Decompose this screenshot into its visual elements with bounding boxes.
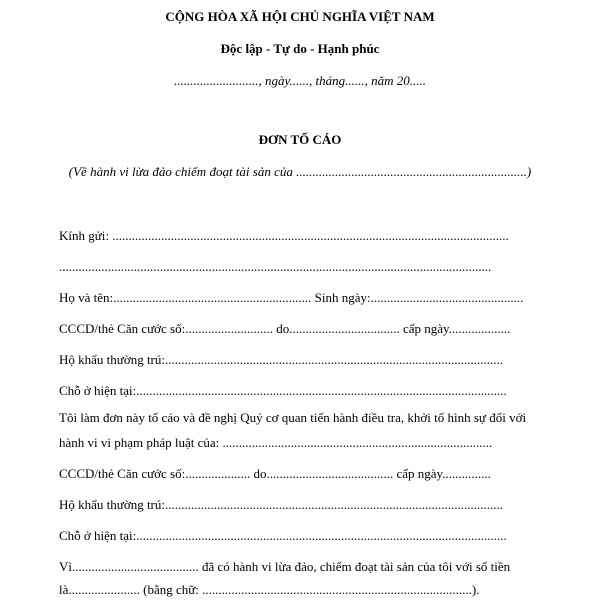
- accused-permanent-residence-field: Hộ khẩu thường trú:........................................................................................................: [59, 497, 503, 512]
- document-title: ĐƠN TỐ CÁO: [258, 132, 342, 147]
- current-residence-field: Chỗ ở hiện tại:..................................................................................................................: [59, 383, 507, 398]
- date-line: .........................., ngày......, tháng......, năm 20.....: [173, 73, 427, 88]
- motto: Độc lập - Tự do - Hạnh phúc: [220, 41, 380, 56]
- permanent-residence-field: Hộ khẩu thường trú:........................................................................................................: [59, 352, 503, 367]
- request-paragraph-line2: hành vi vi phạm pháp luật của: ...................................................................................: [59, 435, 493, 450]
- document-subtitle: (Về hành vi lừa đảo chiếm đoạt tài sản của .......................................................................): [68, 164, 532, 179]
- id-number-field: CCCD/thẻ Căn cước số:........................... do.................................. cấp ngày...................: [59, 321, 511, 336]
- accused-id-number-field: CCCD/thẻ Căn cước số:.................... do....................................... cấp ngày...............: [59, 466, 491, 481]
- fullname-field: Họ và tên:............................................................. Sinh ngày:...............................................: [59, 290, 524, 305]
- reason-paragraph-line2: là...................... (bằng chữ: ...................................................................................).: [59, 582, 480, 597]
- recipient-field: Kính gửi: ..........................................................................................................................: [59, 228, 509, 243]
- recipient-field-continued: .....................................................................................................................................: [59, 259, 492, 274]
- reason-paragraph-line1: Vì....................................... đã có hành vi lừa đảo, chiếm đoạt tài sản của tôi với số tiền: [59, 559, 511, 574]
- request-paragraph-line1: Tôi làm đơn này tố cáo và đề nghị Quý cơ quan tiến hành điều tra, khởi tố hình sự đối với: [59, 410, 527, 425]
- country-heading: CỘNG HÒA XÃ HỘI CHỦ NGHĨA VIỆT NAM: [165, 9, 435, 24]
- accused-current-residence-field: Chỗ ở hiện tại:..................................................................................................................: [59, 528, 507, 543]
